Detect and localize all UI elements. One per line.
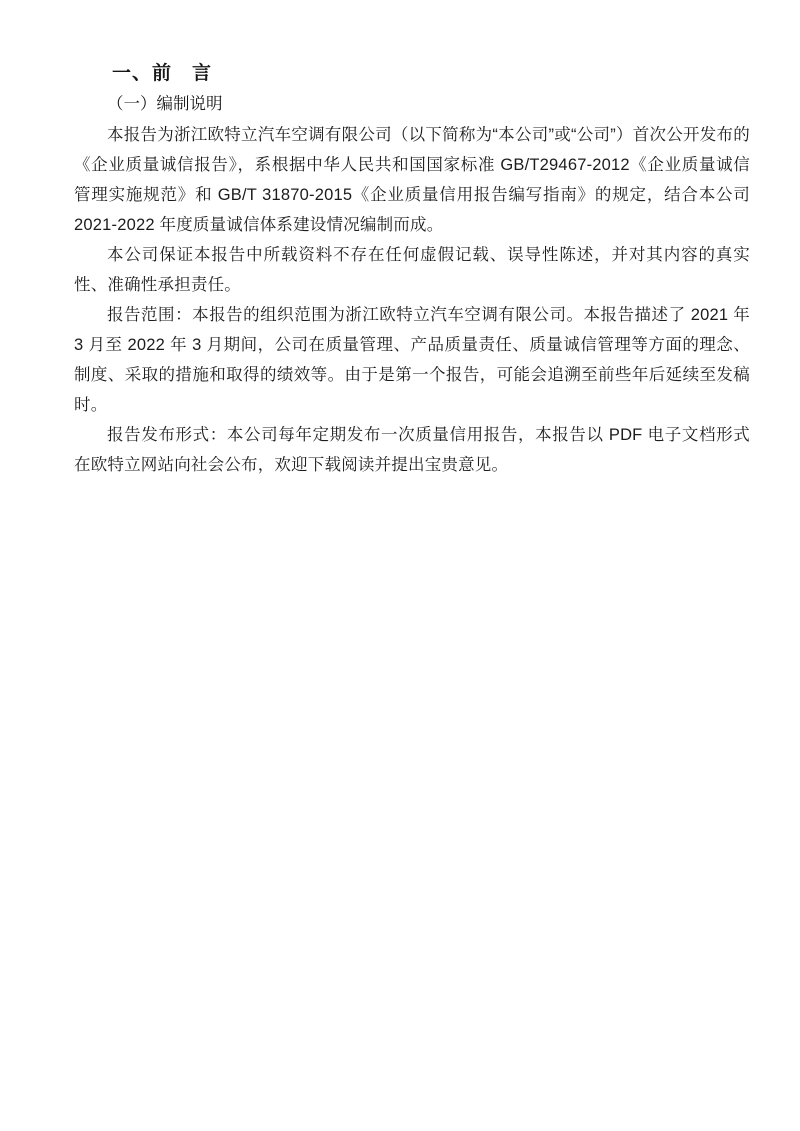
- paragraph: 本报告为浙江欧特立汽车空调有限公司（以下简称为“本公司”或“公司”）首次公开发布的《企业质量诚信报告》，系根据中华人民共和国国家标准 GB/T29467-2012《企业质量诚信管理实施规范》和 GB/T 31870-2015《企业质量信用报告编写指南》的规定，结合本公司 2021-2022 年度质量诚信体系建设情况编制而成。: [74, 126, 750, 234]
- subsection-heading: （一）编制说明: [107, 95, 223, 113]
- paragraph: 报告发布形式：本公司每年定期发布一次质量信用报告，本报告以 PDF 电子文档形式在欧特立网站向社会公布，欢迎下载阅读并提出宝贵意见。: [74, 426, 750, 474]
- paragraph: 本公司保证本报告中所载资料不存在任何虚假记载、误导性陈述，并对其内容的真实性、准确性承担责任。: [74, 246, 750, 294]
- section-heading: 一、前 言: [112, 63, 213, 84]
- paragraph: 报告范围：本报告的组织范围为浙江欧特立汽车空调有限公司。本报告描述了 2021 年 3 月至 2022 年 3 月期间，公司在质量管理、产品质量责任、质量诚信管理等方面的理念、制度、采取的措施和取得的绩效等。由于是第一个报告，可能会追溯至前些年后延续至发稿时。: [74, 306, 750, 414]
- document-body: [74, 120, 750, 480]
